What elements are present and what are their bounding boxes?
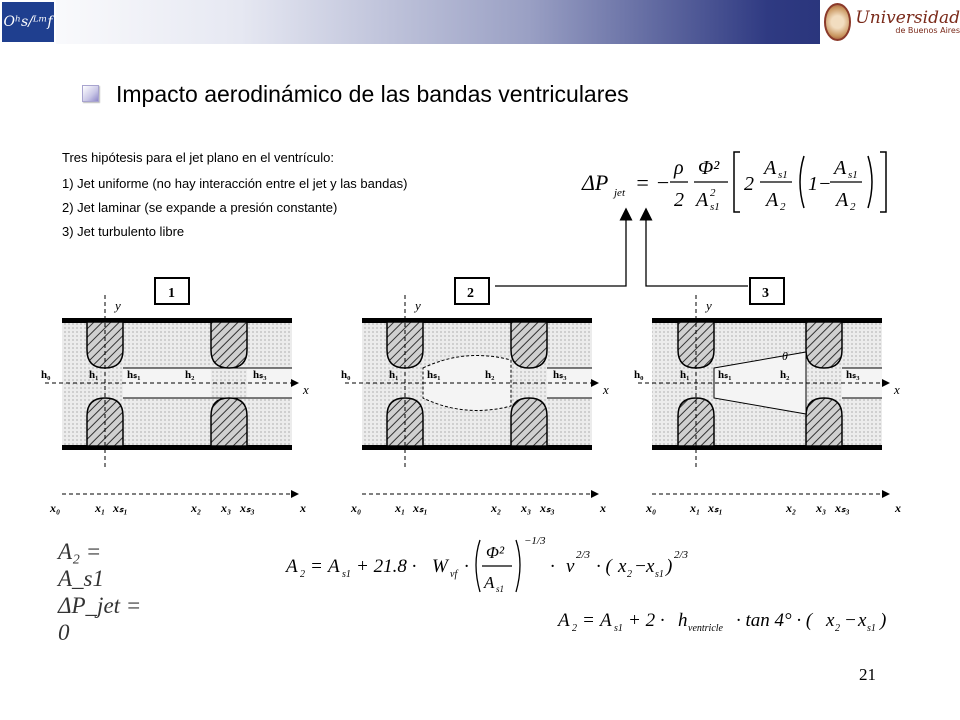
svg-text:h₂: h₂ [485, 369, 495, 381]
svg-text:θ: θ [782, 349, 788, 363]
svg-text:x₀: x₀ [646, 501, 657, 515]
svg-text:=: = [310, 556, 323, 577]
diagram-2-number: 2 [467, 286, 474, 301]
university-name: Universidad [855, 7, 960, 28]
svg-text:· tan 4° · (: · tan 4° · ( [736, 610, 813, 631]
slide-number: 21 [859, 665, 876, 684]
svg-text:x₃: x₃ [521, 501, 532, 515]
svg-text:xₛ₁: xₛ₁ [708, 501, 723, 515]
svg-text:h₁: h₁ [389, 369, 399, 381]
svg-text:x₁: x₁ [690, 501, 701, 515]
svg-text:hₛ₃: hₛ₃ [253, 369, 267, 381]
svg-text:h₁: h₁ [89, 369, 99, 381]
svg-text:x₁: x₁ [95, 501, 106, 515]
laminar-jet-formula [284, 528, 694, 600]
svg-text:2/3: 2/3 [674, 549, 689, 561]
svg-text:hₛ₃: hₛ₃ [846, 369, 860, 381]
svg-text:ρ: ρ [674, 157, 684, 179]
diagram-2-laminar-jet [335, 270, 625, 515]
hypothesis-3: 3) Jet turbulento libre [62, 224, 185, 239]
svg-text:−: − [844, 610, 857, 631]
svg-text:2: 2 [572, 623, 577, 634]
svg-text:x: x [300, 501, 306, 515]
svg-text:hₛ₁: hₛ₁ [718, 369, 732, 381]
svg-text:x₁: x₁ [395, 501, 406, 515]
svg-text:A: A [484, 573, 495, 592]
svg-text:h: h [678, 610, 688, 631]
svg-text:s1: s1 [342, 569, 351, 580]
svg-text:h₂: h₂ [780, 369, 790, 381]
svg-text:xₛ₁: xₛ₁ [413, 501, 428, 515]
hypothesis-1: 1) Jet uniforme (no hay interacción entre el jet y las bandas) [62, 176, 408, 191]
svg-text:2: 2 [300, 569, 305, 580]
svg-text:+ 21.8 ·: + 21.8 · [356, 556, 417, 577]
svg-text:−1/3: −1/3 [524, 535, 546, 547]
svg-text:xₛ₁: xₛ₁ [113, 501, 128, 515]
svg-text:y: y [706, 298, 712, 313]
svg-text:s1: s1 [778, 169, 788, 181]
svg-text:h₂: h₂ [185, 369, 195, 381]
svg-text:h₀: h₀ [634, 369, 644, 381]
svg-text:vf: vf [450, 569, 458, 580]
svg-text:ΔP: ΔP [582, 170, 609, 195]
svg-text:x₂: x₂ [786, 501, 797, 515]
svg-text:A: A [328, 556, 340, 577]
university-subtitle: de Buenos Aires [895, 25, 960, 35]
svg-text:): ) [880, 610, 887, 631]
svg-text:+ 2 ·: + 2 · [628, 610, 665, 631]
svg-text:y: y [115, 298, 121, 313]
svg-text:x: x [826, 610, 835, 631]
svg-text:1−: 1− [808, 173, 832, 195]
svg-text:s1: s1 [496, 584, 505, 594]
svg-text:x: x [894, 382, 900, 397]
svg-text:xₛ₃: xₛ₃ [835, 501, 850, 515]
svg-text:hₛ₁: hₛ₁ [127, 369, 141, 381]
svg-text:hₛ₁: hₛ₁ [427, 369, 441, 381]
svg-text:s1: s1 [710, 201, 720, 213]
svg-text:W: W [432, 556, 448, 577]
svg-text:h₀: h₀ [341, 369, 351, 381]
svg-text:s1: s1 [614, 623, 623, 634]
svg-text:A: A [766, 189, 779, 211]
svg-text:=: = [582, 610, 595, 631]
svg-text:A: A [696, 189, 709, 211]
uniform-a2-formula: A₂ = A_s1 [58, 539, 104, 591]
svg-text:x₃: x₃ [221, 501, 232, 515]
svg-text:s1: s1 [848, 169, 858, 181]
svg-text:h₀: h₀ [41, 369, 51, 381]
uniform-jet-formulas [58, 538, 144, 645]
svg-text:s1: s1 [867, 623, 876, 634]
svg-text:2: 2 [850, 201, 856, 213]
svg-text:x₀: x₀ [50, 501, 61, 515]
svg-text:ν: ν [566, 556, 575, 577]
diagram-1-uniform-jet [35, 270, 325, 515]
svg-text:2: 2 [744, 173, 754, 195]
svg-text:x: x [600, 501, 606, 515]
svg-text:2/3: 2/3 [576, 549, 591, 561]
hypotheses-intro: Tres hipótesis para el jet plano en el ventrículo: [62, 150, 334, 165]
svg-text:·: · [550, 556, 555, 577]
svg-text:x: x [858, 610, 867, 631]
diagram-3-number: 3 [762, 286, 769, 301]
svg-text:jet: jet [614, 187, 625, 199]
lmf-logo-text: Oʰs/ᴸᵐf [3, 14, 53, 30]
svg-text:x: x [603, 382, 609, 397]
svg-text:y: y [415, 298, 421, 313]
svg-text:A: A [764, 157, 777, 179]
svg-text:A: A [286, 556, 298, 577]
diagram-3-turbulent-jet [630, 270, 920, 515]
svg-text:A: A [600, 610, 612, 631]
svg-text:x₃: x₃ [816, 501, 827, 515]
svg-text:·: · [464, 556, 469, 577]
svg-text:A: A [558, 610, 570, 631]
svg-text:A: A [836, 189, 849, 211]
svg-text:): ) [666, 556, 673, 577]
svg-text:A: A [834, 157, 847, 179]
svg-text:x: x [646, 556, 655, 577]
svg-text:2: 2 [835, 623, 840, 634]
svg-text:2: 2 [674, 189, 684, 211]
uniform-dp-formula: ΔP_jet = 0 [58, 593, 142, 645]
svg-text:hₛ₃: hₛ₃ [553, 369, 567, 381]
svg-text:xₛ₃: xₛ₃ [240, 501, 255, 515]
svg-text:2: 2 [627, 569, 632, 580]
axis-tick-labels [0, 497, 960, 517]
svg-text:−: − [634, 556, 647, 577]
svg-text:x: x [895, 501, 901, 515]
diagram-1-number: 1 [168, 286, 175, 301]
svg-text:2: 2 [710, 187, 716, 199]
svg-text:ventricle: ventricle [688, 623, 723, 634]
turbulent-jet-formula [556, 598, 916, 640]
svg-text:Φ²: Φ² [698, 157, 720, 179]
page-title: Impacto aerodinámico de las bandas ventriculares [116, 81, 629, 107]
svg-text:· (: · ( [596, 556, 612, 577]
svg-text:h₁: h₁ [680, 369, 690, 381]
svg-text:x₂: x₂ [491, 501, 502, 515]
svg-text:s1: s1 [655, 569, 664, 580]
svg-text:x₀: x₀ [351, 501, 362, 515]
svg-text:Φ²: Φ² [486, 543, 505, 562]
svg-text:x₂: x₂ [191, 501, 202, 515]
hypothesis-2: 2) Jet laminar (se expande a presión constante) [62, 200, 338, 215]
svg-text:xₛ₃: xₛ₃ [540, 501, 555, 515]
svg-text:x: x [303, 382, 309, 397]
svg-text:2: 2 [780, 201, 786, 213]
svg-text:= −: = − [635, 170, 671, 195]
svg-text:x: x [618, 556, 627, 577]
